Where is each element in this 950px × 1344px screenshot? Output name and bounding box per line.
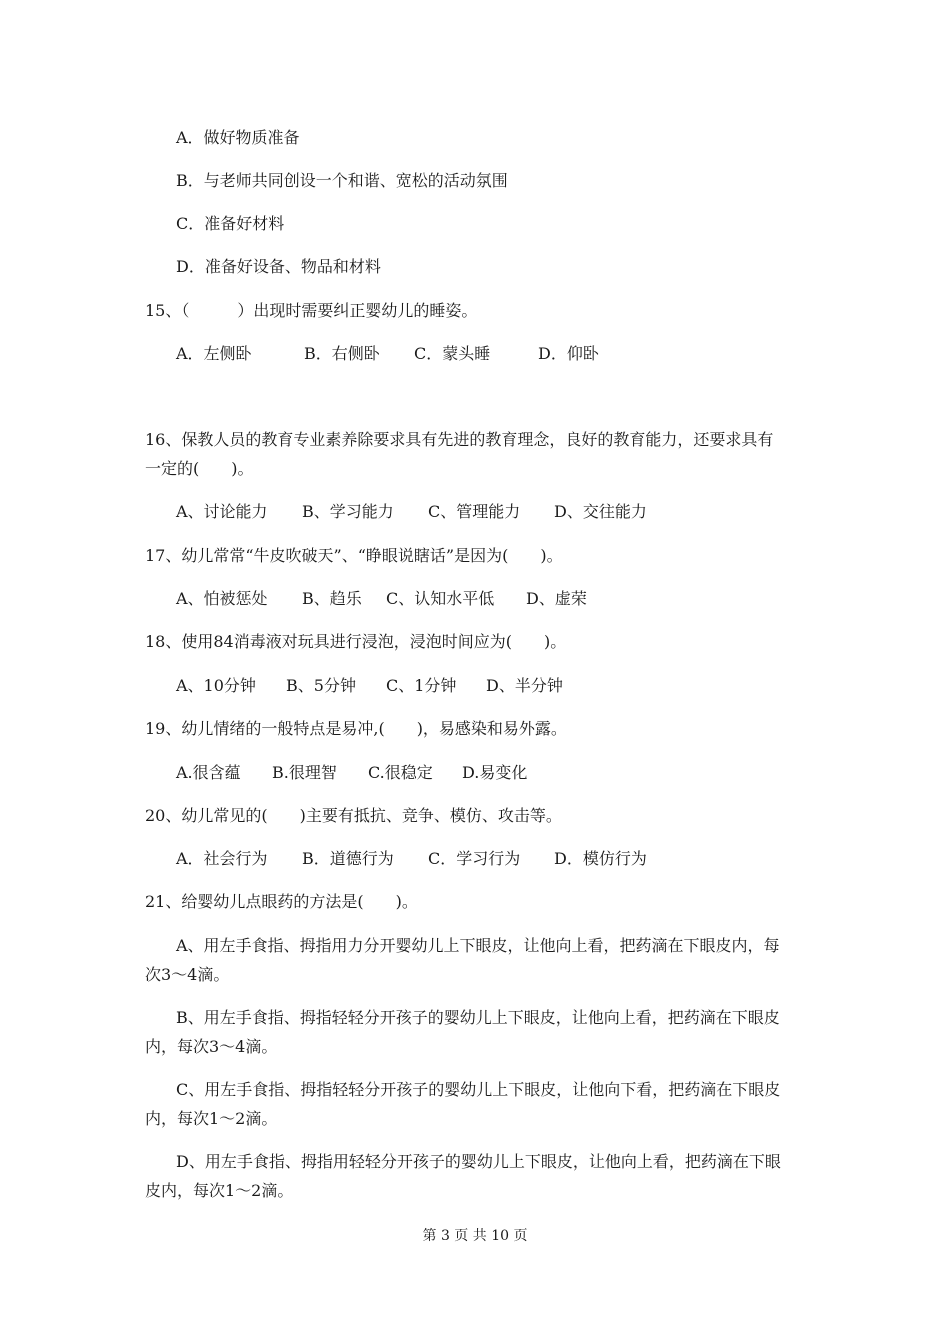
q16-stem-line1: 16、保教人员的教育专业素养除要求具有先进的教育理念，良好的教育能力，还要求具有 (145, 430, 774, 449)
q17-option-c: C、认知水平低 (386, 589, 495, 608)
q17-option-a: A、怕被惩处 (176, 589, 268, 608)
q20-option-d: D．模仿行为 (554, 849, 647, 868)
q20-option-c: C．学习行为 (428, 849, 521, 868)
q21-option-a-line1: A、用左手食指、拇指用力分开婴幼儿上下眼皮，让他向上看，把药滴在下眼皮内，每 (176, 936, 780, 955)
q15-option-d: D．仰卧 (538, 344, 599, 363)
q21-option-b-line1: B、用左手食指、拇指轻轻分开孩子的婴幼儿上下眼皮，让他向上看，把药滴在下眼皮 (176, 1008, 780, 1027)
q17-stem: 17、幼儿常常“牛皮吹破天”、“睁眼说瞎话”是因为( )。 (145, 546, 563, 565)
q19-stem: 19、幼儿情绪的一般特点是易冲,( )，易感染和易外露。 (145, 719, 567, 738)
q19-option-d: D.易变化 (462, 763, 528, 782)
q18-option-a: A、10分钟 (176, 676, 256, 695)
q15-options (176, 344, 599, 444)
q14-option-c: C．准备好材料 (176, 214, 285, 233)
q21-option-d-line2: 皮内，每次1～2滴。 (145, 1181, 294, 1200)
q20-stem: 20、幼儿常见的( )主要有抵抗、竞争、模仿、攻击等。 (145, 806, 562, 825)
q14-option-a: A．做好物质准备 (176, 128, 300, 147)
q15-option-c: C．蒙头睡 (414, 344, 491, 363)
q15-option-a: A．左侧卧 (176, 344, 252, 363)
q21-option-a-line2: 次3～4滴。 (145, 965, 230, 984)
q19-option-b: B.很理智 (272, 763, 337, 782)
q18-option-d: D、半分钟 (486, 676, 563, 695)
q15-stem: 15、（ ）出现时需要纠正婴幼儿的睡姿。 (145, 301, 478, 320)
q21-stem: 21、给婴幼儿点眼药的方法是( )。 (145, 892, 418, 911)
q20-option-b: B．道德行为 (302, 849, 394, 868)
q15-option-b: B．右侧卧 (304, 344, 380, 363)
q21-option-c-line1: C、用左手食指、拇指轻轻分开孩子的婴幼儿上下眼皮，让他向下看，把药滴在下眼皮 (176, 1080, 781, 1099)
q21-option-b-line2: 内，每次3～4滴。 (145, 1037, 278, 1056)
q19-option-c: C.很稳定 (368, 763, 433, 782)
q14-option-d: D．准备好设备、物品和材料 (176, 257, 381, 276)
q14-option-b: B．与老师共同创设一个和谐、宽松的活动氛围 (176, 171, 508, 190)
q21-option-d-line1: D、用左手食指、拇指用轻轻分开孩子的婴幼儿上下眼皮，让他向上看，把药滴在下眼 (176, 1152, 781, 1171)
q16-option-a: A、讨论能力 (176, 502, 268, 521)
q16-option-c: C、管理能力 (428, 502, 521, 521)
q19-option-a: A.很含蕴 (176, 763, 241, 782)
q18-stem: 18、使用84消毒液对玩具进行浸泡，浸泡时间应为( )。 (145, 632, 567, 651)
q18-option-b: B、5分钟 (286, 676, 356, 695)
q21-option-c-line2: 内，每次1～2滴。 (145, 1109, 278, 1128)
q20-option-a: A．社会行为 (176, 849, 268, 868)
q16-option-b: B、学习能力 (302, 502, 394, 521)
page-number-footer: 第 3 页 共 10 页 (422, 1228, 528, 1244)
q17-option-d: D、虚荣 (526, 589, 587, 608)
q16-stem-line2: 一定的( )。 (145, 459, 254, 478)
q17-option-b: B、趋乐 (302, 589, 362, 608)
q18-option-c: C、1分钟 (386, 676, 457, 695)
q16-option-d: D、交往能力 (554, 502, 647, 521)
